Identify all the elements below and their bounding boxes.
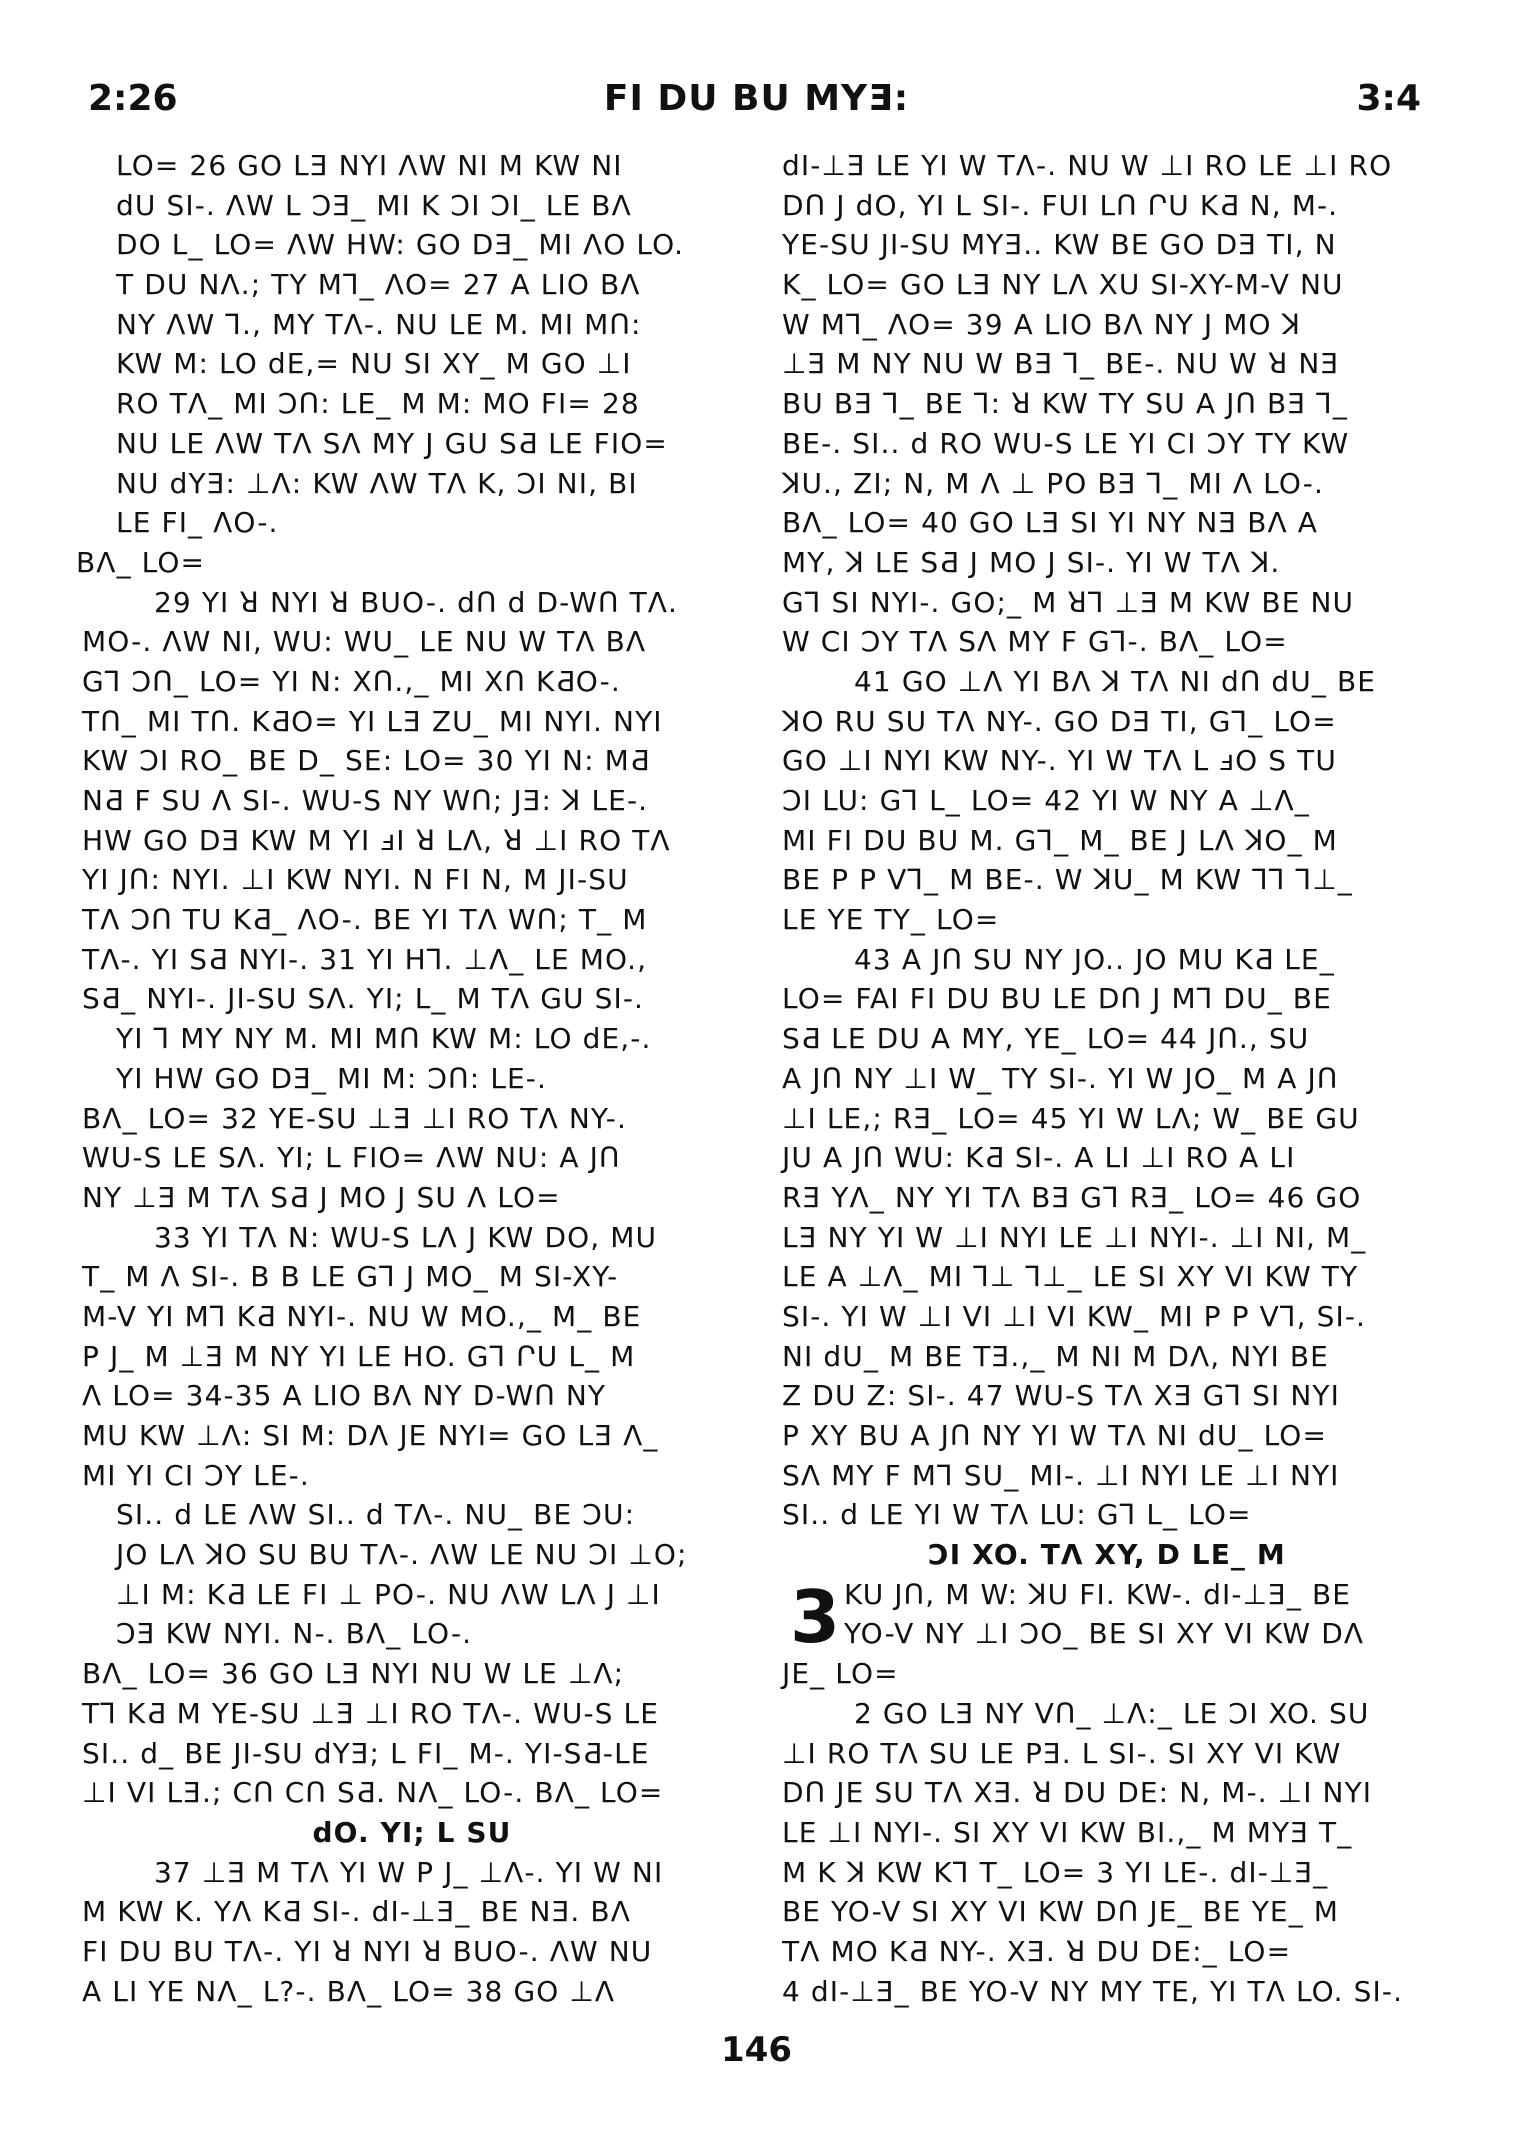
text-line: G⅂ SI NYI-. GO;_ M ꓤ⅂ ⊥Ǝ M KW BE NU [782, 585, 1355, 619]
text-line: ⊥Ǝ M NY NU W BƎ ⅂_ BE-. NU W ꓤ NƎ [782, 347, 1340, 381]
text-line: MO-. ɅW NI, WU: WU_ LE NU W TɅ BɅ [82, 625, 647, 659]
text-line: BU BƎ ⅂_ BE ⅂: ꓤ KW TY SU A JՈ BƎ ⅂_ [782, 387, 1348, 421]
text-line: NY ⊥Ǝ M TɅ SƋ J MO J SU Ʌ LO= [82, 1180, 561, 1214]
text-line: RO TɅ_ MI ƆՈ: LE_ M M: MO FI= 28 [116, 387, 640, 421]
text-line: KW M: LO dE,= NU SI XY_ M GO ⊥I [116, 347, 632, 381]
text-line: dU SI-. ɅW L ƆƎ_ MI K ƆI ƆI_ LE BɅ [116, 188, 632, 222]
text-line: GO ⊥I NYI KW NY-. YI W TɅ L ⅎO S TU [782, 744, 1337, 778]
text-line: MI YI CI ƆY LE-. [82, 1458, 310, 1492]
text-line: SI.. d LE ɅW SI.. d TɅ-. NU_ BE ƆU: [116, 1498, 636, 1532]
text-line: LE ⊥I NYI-. SI XY VI KW BI.,_ M MYƎ T_ [782, 1815, 1353, 1849]
header-right-reference: 3:4 [1356, 78, 1421, 119]
text-line: ⊥I LE,; RƎ_ LO= 45 YI W LɅ; W_ BE GU [782, 1101, 1360, 1135]
text-line: NU dYƎ: ⊥Ʌ: KW ɅW TɅ K, ƆI NI, BI [116, 466, 638, 500]
text-line: FI DU BU TɅ-. YI ꓤ NYI ꓤ BUO-. ɅW NU [82, 1934, 653, 1968]
text-line: BɅ_ LO= 36 GO LƎ NYI NU W LE ⊥Ʌ; [82, 1657, 625, 1691]
header-book-title: FI DU BU MYƎ: [603, 78, 910, 119]
text-line: ꓘU., ZI; N, M Ʌ ⊥ PO BƎ ⅂_ MI Ʌ LO-. [782, 466, 1325, 500]
text-line: 2 GO LƎ NY VՈ_ ⊥Ʌ:_ LE ƆI XO. SU [854, 1696, 1370, 1730]
text-line: YI JՈ: NYI. ⊥I KW NYI. N FI N, M JI-SU [82, 863, 629, 897]
text-line: YI ⅂ MY NY M. MI MՈ KW M: LO dE,-. [116, 1022, 652, 1056]
header-left-reference: 2:26 [88, 78, 178, 119]
chapter-3-block [782, 1575, 1432, 1694]
text-line: NI dU_ M BE TƎ.,_ M NI M DɅ, NYI BE [782, 1339, 1329, 1373]
text-line: TɅ ƆՈ TU KƋ_ ɅO-. BE YI TɅ WՈ; T_ M [82, 903, 648, 937]
text-line: YE-SU JI-SU MYƎ.. KW BE GO DƎ TI, N [782, 228, 1337, 262]
text-line: JU A JՈ WU: KƋ SI-. A LI ⊥I RO A LI [782, 1141, 1296, 1175]
text-line: BɅ_ LO= [76, 545, 206, 579]
text-line: A LI YE NɅ_ L?-. BɅ_ LO= 38 GO ⊥Ʌ [82, 1974, 616, 2008]
text-line: ⊥I VI LƎ.; CՈ CՈ SƋ. NɅ_ LO-. BɅ_ LO= [82, 1776, 664, 1810]
text-line: KU JՈ, M W: ꓘU FI. KW-. dI-⊥Ǝ_ BE [844, 1577, 1352, 1611]
text-line: dI-⊥Ǝ LE YI W TɅ-. NU W ⊥I RO LE ⊥I RO [782, 149, 1393, 182]
text-line: ⊥I RO TɅ SU LE PƎ. L SI-. SI XY VI KW [782, 1736, 1342, 1770]
text-line: T⅂ KƋ M YE-SU ⊥Ǝ ⊥I RO TɅ-. WU-S LE [82, 1696, 660, 1730]
text-line: MI FI DU BU M. G⅂_ M_ BE J LɅ ꓘO_ M [782, 823, 1338, 857]
chapter-number: 3 [790, 1574, 841, 1659]
left-text-column [76, 146, 742, 2011]
text-line: 4 dI-⊥Ǝ_ BE YO-V NY MY TE, YI TɅ LO. SI-. [782, 1974, 1404, 2008]
text-line: TՈ_ MI TՈ. KƋO= YI LƎ ZU_ MI NYI. NYI [82, 704, 663, 738]
text-line: W M⅂_ ɅO= 39 A LIO BɅ NY J MO ꓘ [782, 307, 1302, 341]
text-line: SI-. YI W ⊥I VI ⊥I VI KW_ MI P P V⅂, SI-. [782, 1299, 1367, 1333]
text-line: BE YO-V SI XY VI KW DՈ JE_ BE YE_ M [782, 1895, 1340, 1929]
text-line: SI.. d LE YI W TɅ LU: G⅂ L_ LO= [782, 1498, 1252, 1532]
text-line: T_ M Ʌ SI-. B B LE G⅂ J MO_ M SI-XY- [82, 1260, 619, 1294]
text-line: LO= FAI FI DU BU LE DՈ J M⅂ DU_ BE [782, 982, 1332, 1016]
text-line: M-V YI M⅂ KƋ NYI-. NU W MO.,_ M_ BE [82, 1299, 642, 1333]
text-line: MU KW ⊥Ʌ: SI M: DɅ JE NYI= GO LƎ Ʌ_ [82, 1419, 659, 1452]
text-line: SI.. d_ BE JI-SU dYƎ; L FI_ M-. YI-SƋ-LE [82, 1736, 650, 1770]
text-line: LE A ⊥Ʌ_ MI ⅂⊥ ⅂⊥_ LE SI XY VI KW TY [782, 1260, 1359, 1294]
text-line: W CI ƆY TɅ SɅ MY F G⅂-. BɅ_ LO= [782, 625, 1288, 659]
text-line: M KW K. YɅ KƋ SI-. dI-⊥Ǝ_ BE NƎ. BɅ [82, 1895, 631, 1929]
text-line: NƋ F SU Ʌ SI-. WU-S NY WՈ; JƎ: ꓘ LE-. [82, 784, 649, 817]
text-line: 33 YI TɅ N: WU-S LɅ J KW DO, MU [154, 1220, 658, 1254]
text-line: ƆI LU: G⅂ L_ LO= 42 YI W NY A ⊥Ʌ_ [782, 784, 1310, 817]
text-line: BE-. SI.. d RO WU-S LE YI CI ƆY TY KW [782, 426, 1350, 460]
running-header [0, 78, 1513, 128]
text-line: BɅ_ LO= 40 GO LƎ SI YI NY NƎ BɅ A [782, 506, 1319, 540]
text-line: SɅ MY F M⅂ SU_ MI-. ⊥I NYI LE ⊥I NYI [782, 1458, 1340, 1492]
text-line: DO L_ LO= ɅW HW: GO DƎ_ MI ɅO LO. [116, 228, 685, 262]
text-line: WU-S LE SɅ. YI; L FIO= ɅW NU: A JՈ [82, 1141, 621, 1175]
text-line: HW GO DƎ KW M YI ⅎI ꓤ LɅ, ꓤ ⊥I RO TɅ [82, 823, 671, 857]
text-line: ƆƎ KW NYI. N-. BɅ_ LO-. [116, 1617, 473, 1651]
text-line: BE P P V⅂_ M BE-. W ꓘU_ M KW ⅂⅂ ⅂⊥_ [782, 863, 1353, 897]
text-line: YI HW GO DƎ_ MI M: ƆՈ: LE-. [116, 1061, 548, 1095]
text-line: 41 GO ⊥Ʌ YI BɅ ꓘ TɅ NI dՈ dU_ BE [854, 664, 1377, 698]
text-line: T DU NɅ.; TY M⅂_ ɅO= 27 A LIO BɅ [116, 268, 641, 302]
text-line: NY ɅW ⅂., MY TɅ-. NU LE M. MI MՈ: [116, 307, 642, 341]
text-line: 37 ⊥Ǝ M TɅ YI W P J_ ⊥Ʌ-. YI W NI [154, 1855, 664, 1889]
text-line: G⅂ ƆՈ_ LO= YI N: XՈ.,_ MI XՈ KƋO-. [82, 664, 621, 698]
text-line: ꓘO RU SU TɅ NY-. GO DƎ TI, G⅂_ LO= [782, 704, 1337, 738]
text-line: 43 A JՈ SU NY JO.. JO MU KƋ LE_ [854, 942, 1335, 976]
text-line: TɅ MO KƋ NY-. XƎ. ꓤ DU DE:_ LO= [782, 1934, 1292, 1968]
text-line: SƋ LE DU A MY, YE_ LO= 44 JՈ., SU [782, 1022, 1310, 1056]
text-line: LO= 26 GO LƎ NYI ɅW NI M KW NI [116, 149, 623, 182]
text-line: MY, ꓘ LE SƋ J MO J SI-. YI W TɅ ꓘ. [782, 545, 1281, 579]
text-line: ⊥I M: KƋ LE FI ⊥ PO-. NU ɅW LɅ J ⊥I [116, 1577, 661, 1611]
text-line: P XY BU A JՈ NY YI W TɅ NI dU_ LO= [782, 1419, 1328, 1452]
text-line: DՈ JE SU TɅ XƎ. ꓤ DU DE: N, M-. ⊥I NYI [782, 1776, 1373, 1810]
text-line: SƋ_ NYI-. JI-SU SɅ. YI; L_ M TɅ GU SI-. [82, 982, 645, 1016]
text-line: Z DU Z: SI-. 47 WU-S TɅ XƎ G⅂ SI NYI [782, 1379, 1340, 1413]
section-heading: ƆI XO. TɅ XY, D LE_ M [928, 1538, 1286, 1572]
text-line: Ʌ LO= 34-35 A LIO BɅ NY D-WՈ NY [82, 1379, 607, 1413]
text-line: NU LE ɅW TɅ SɅ MY J GU SƋ LE FIO= [116, 426, 668, 460]
text-line: JE_ LO= [782, 1657, 899, 1691]
text-line: A JՈ NY ⊥I W_ TY SI-. YI W JO_ M A JՈ [782, 1061, 1339, 1095]
page-number: 146 [721, 2030, 792, 2070]
text-line: RƎ YɅ_ NY YI TɅ BƎ G⅂ RƎ_ LO= 46 GO [782, 1180, 1362, 1214]
text-line: JO LɅ ꓘO SU BU TɅ-. ɅW LE NU ƆI ⊥O; [116, 1538, 688, 1572]
right-text-column [782, 146, 1432, 2011]
section-heading: dO. YI; L SU [312, 1815, 512, 1849]
text-line: 29 YI ꓤ NYI ꓤ BUO-. dՈ d D-WՈ TɅ. [154, 585, 679, 619]
text-line: LE YE TY_ LO= [782, 903, 1000, 937]
text-line: K_ LO= GO LƎ NY LɅ XU SI-XY-M-V NU [782, 268, 1344, 302]
text-line: DՈ J dO, YI L SI-. FUI LՈ ՐU KƋ N, M-. [782, 188, 1339, 222]
text-line: P J_ M ⊥Ǝ M NY YI LE HO. G⅂ ՐU L_ M [82, 1339, 636, 1373]
text-line: LE FI_ ɅO-. [116, 506, 279, 540]
text-line: YO-V NY ⊥I ƆO_ BE SI XY VI KW DɅ [844, 1617, 1365, 1651]
text-line: KW ƆI RO_ BE D_ SE: LO= 30 YI N: MƋ [82, 744, 651, 778]
text-line: BɅ_ LO= 32 YE-SU ⊥Ǝ ⊥I RO TɅ NY-. [82, 1101, 627, 1135]
text-line: TɅ-. YI SƋ NYI-. 31 YI H⅂. ⊥Ʌ_ LE MO., [82, 942, 648, 976]
text-line: LƎ NY YI W ⊥I NYI LE ⊥I NYI-. ⊥I NI, M_ [782, 1220, 1367, 1254]
text-line: M K ꓘ KW K⅂ T_ LO= 3 YI LE-. dI-⊥Ǝ_ [782, 1855, 1329, 1889]
